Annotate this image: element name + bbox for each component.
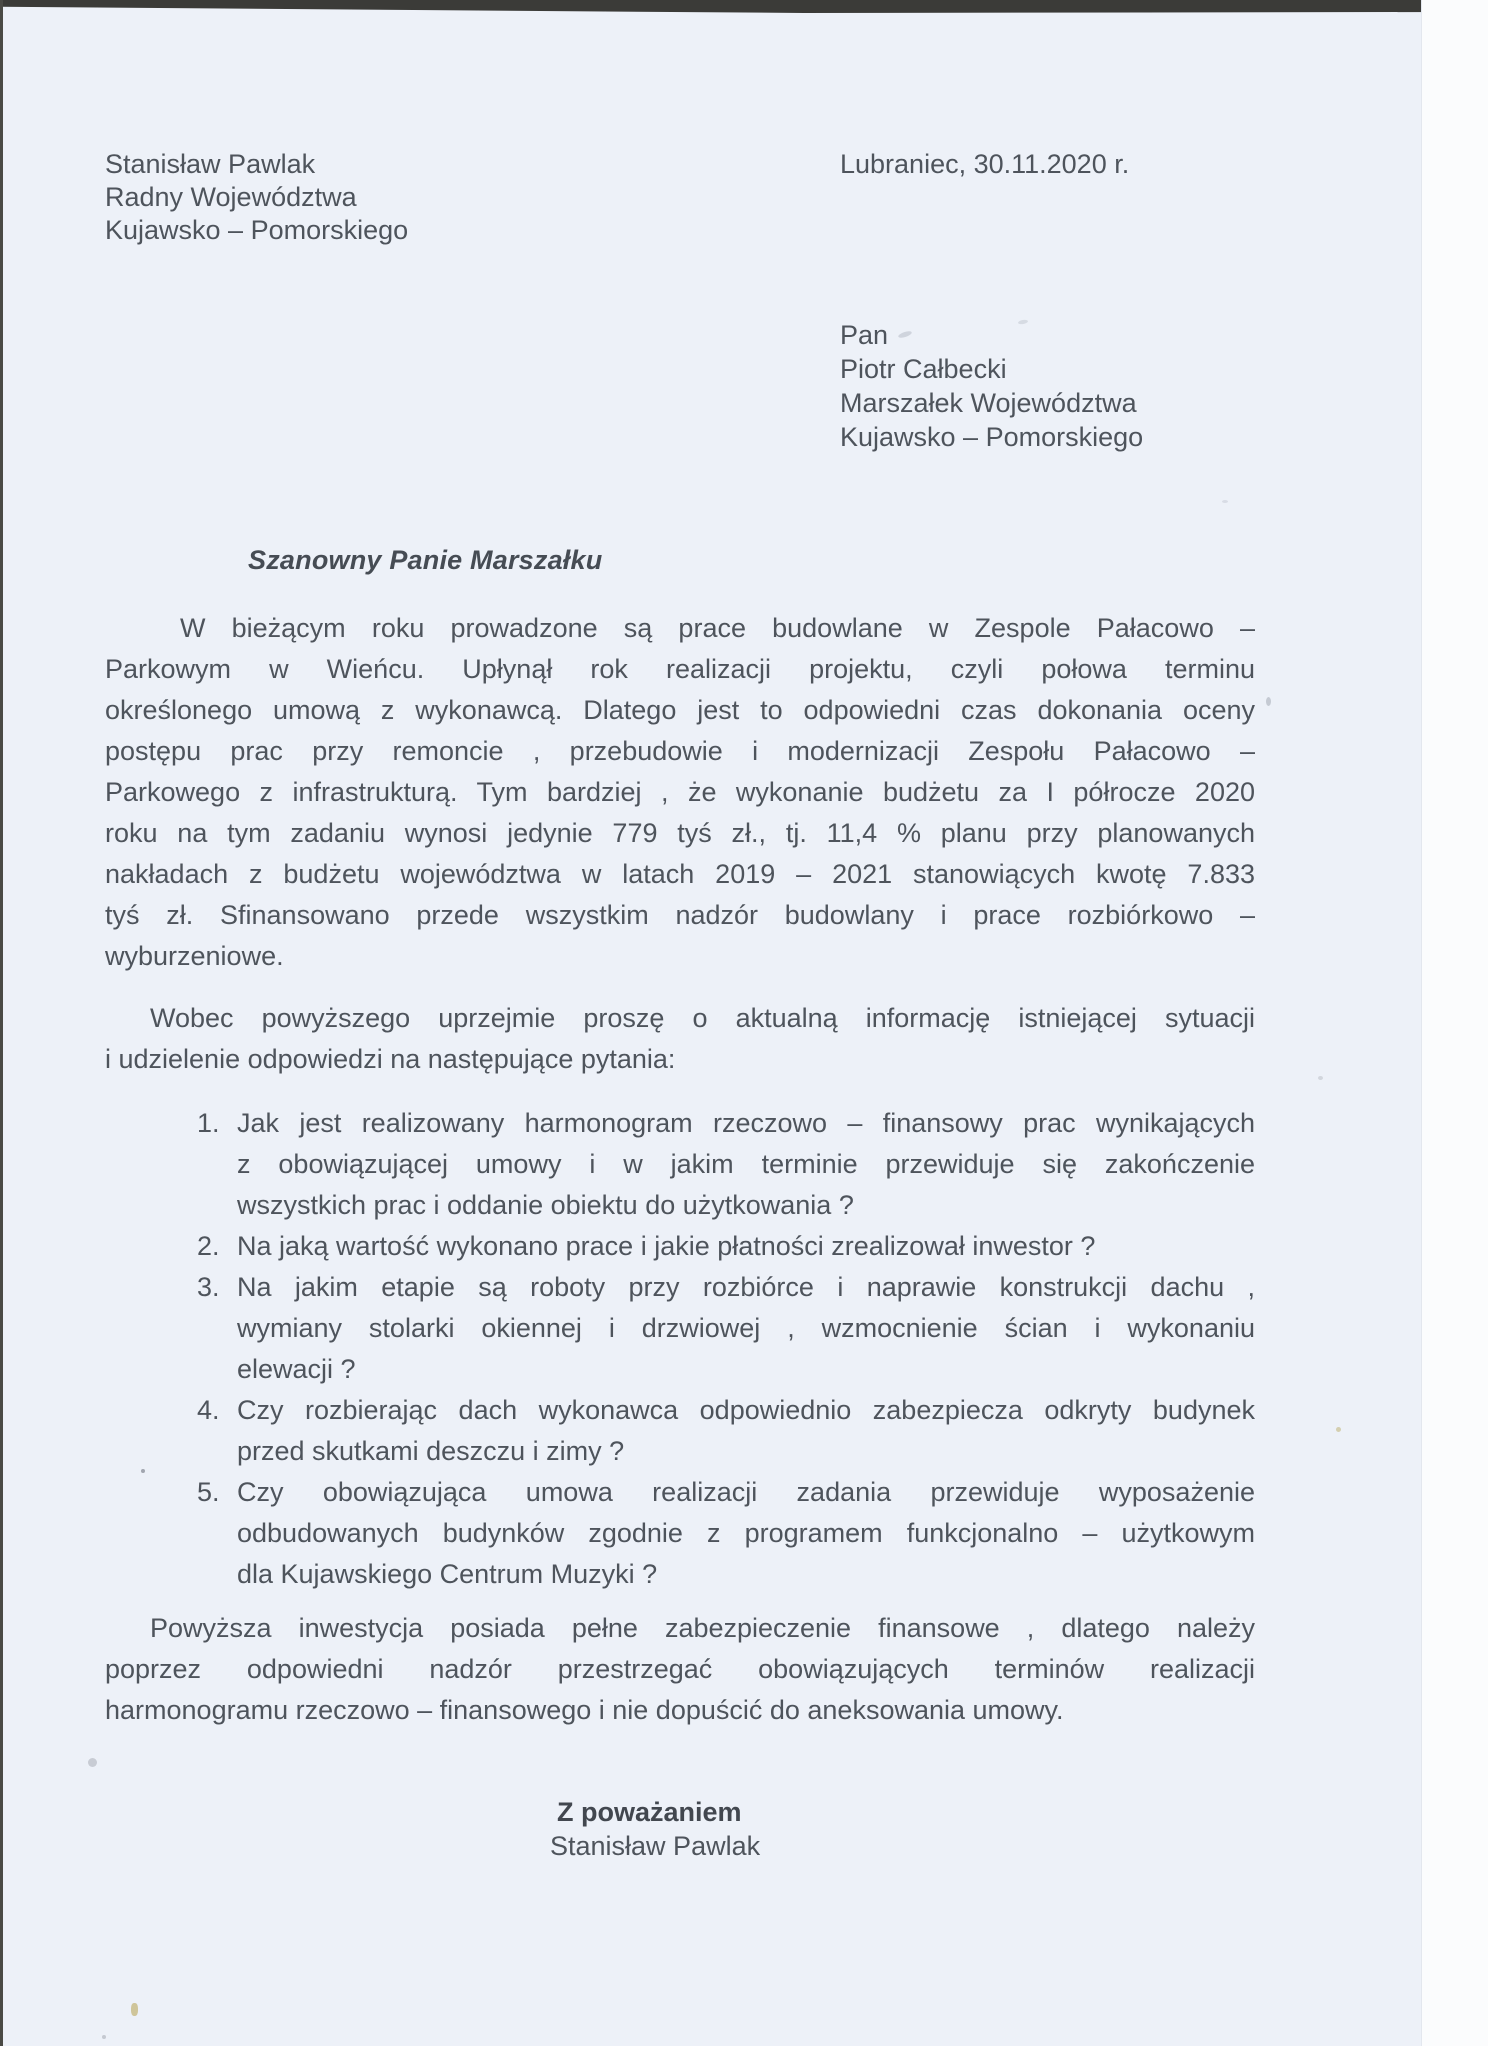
scan-artifact: [1222, 500, 1228, 503]
scan-artifact: [141, 1469, 145, 1473]
scan-artifact: [1318, 1076, 1323, 1080]
recipient-title: Marszałek Województwa: [840, 388, 1137, 418]
text-line: harmonogramu rzeczowo – finansowego i nie dopuścić do aneksowania umowy.: [105, 1695, 1064, 1725]
text-line: wymiany stolarki okiennej i drzwiowej , wzmocnienie ścian i wykonaniu: [237, 1313, 1255, 1343]
text-line: poprzez odpowiedni nadzór przestrzegać obowiązujących terminów realizacji: [105, 1654, 1255, 1684]
text-line: z obowiązującej umowy i w jakim terminie przewiduje się zakończenie: [237, 1149, 1255, 1179]
text-line: odbudowanych budynków zgodnie z programem funkcjonalno – użytkowym: [237, 1518, 1255, 1548]
list-item-number: 3.: [197, 1272, 220, 1302]
text-line: Wobec powyższego uprzejmie proszę o aktualną informację istniejącej sytuacji: [150, 1003, 1255, 1033]
text-line: Powyższa inwestycja posiada pełne zabezpieczenie finansowe , dlatego należy: [150, 1613, 1255, 1643]
signoff-block: [550, 1795, 1255, 1863]
text-line: W bieżącym roku prowadzone są prace budowlane w Zespole Pałacowo –: [180, 613, 1255, 643]
list-item-text: [237, 1472, 1255, 1595]
text-line: Na jaką wartość wykonano prace i jakie płatności zrealizował inwestor ?: [237, 1231, 1096, 1261]
list-item-number: 4.: [197, 1395, 220, 1425]
text-line: Parkowym w Wieńcu. Upłynął rok realizacji projektu, czyli połowa terminu: [105, 654, 1255, 684]
scan-artifact: [88, 1758, 97, 1767]
scan-right-paper-edge: [1421, 0, 1488, 2046]
sender-region: Kujawsko – Pomorskiego: [105, 215, 409, 245]
list-item: [197, 1226, 1255, 1267]
questions-list: [197, 1103, 1255, 1595]
recipient-block: [840, 318, 1255, 454]
list-item: [197, 1267, 1255, 1390]
list-item-text: [237, 1267, 1255, 1390]
scan-artifact: [131, 2003, 138, 2016]
text-line: przed skutkami deszczu i zimy ?: [237, 1436, 625, 1466]
text-line: i udzielenie odpowiedzi na następujące pytania:: [105, 1044, 676, 1074]
list-item-number: 5.: [197, 1477, 220, 1507]
text-line: wszystkich prac i oddanie obiektu do użytkowania ?: [237, 1190, 854, 1220]
scan-left-edge: [0, 0, 3, 2046]
letter-date: Lubraniec, 30.11.2020 r.: [840, 149, 1130, 179]
recipient-honorific: Pan: [840, 320, 889, 350]
paragraph-request: [105, 998, 1255, 1080]
text-line: nakładach z budżetu województwa w latach 2019 – 2021 stanowiących kwotę 7.833: [105, 859, 1255, 889]
scan-artifact: [1266, 697, 1271, 706]
paragraph-intro: [105, 608, 1255, 977]
list-item-text: [237, 1226, 1255, 1267]
list-item: [197, 1390, 1255, 1472]
list-item-text: [237, 1103, 1255, 1226]
recipient-region: Kujawsko – Pomorskiego: [840, 422, 1144, 452]
list-item-number: 2.: [197, 1231, 220, 1261]
paragraph-closing: [105, 1608, 1255, 1731]
list-item-number: 1.: [197, 1108, 220, 1138]
sender-title: Radny Województwa: [105, 182, 357, 212]
signoff-name: Stanisław Pawlak: [550, 1831, 761, 1861]
text-line: Czy obowiązująca umowa realizacji zadania przewiduje wyposażenie: [237, 1477, 1255, 1507]
text-line: wyburzeniowe.: [105, 941, 284, 971]
text-line: Na jakim etapie są roboty przy rozbiórce i naprawie konstrukcji dachu ,: [237, 1272, 1255, 1302]
text-line: postępu prac przy remoncie , przebudowie i modernizacji Zespołu Pałacowo –: [105, 736, 1255, 766]
text-line: Jak jest realizowany harmonogram rzeczowo – finansowy prac wynikających: [237, 1108, 1255, 1138]
text-line: Czy rozbierając dach wykonawca odpowiednio zabezpiecza odkryty budynek: [237, 1395, 1255, 1425]
salutation: Szanowny Panie Marszałku: [248, 545, 603, 575]
signoff-phrase: Z poważaniem: [557, 1797, 742, 1827]
text-line: elewacji ?: [237, 1354, 356, 1384]
sender-name: Stanisław Pawlak: [105, 149, 316, 179]
text-line: określonego umową z wykonawcą. Dlatego jest to odpowiedni czas dokonania oceny: [105, 695, 1255, 725]
scan-artifact: [1336, 1427, 1341, 1432]
scan-artifact: [102, 2035, 106, 2039]
recipient-name: Piotr Całbecki: [840, 354, 1007, 384]
text-line: roku na tym zadaniu wynosi jedynie 779 tyś zł., tj. 11,4 % planu przy planowanych: [105, 818, 1255, 848]
text-line: Parkowego z infrastrukturą. Tym bardziej , że wykonanie budżetu za I półrocze 2020: [105, 777, 1255, 807]
list-item: [197, 1103, 1255, 1226]
list-item: [197, 1472, 1255, 1595]
list-item-text: [237, 1390, 1255, 1472]
text-line: tyś zł. Sfinansowano przede wszystkim nadzór budowlany i prace rozbiórkowo –: [105, 900, 1255, 930]
letter-content: [105, 0, 1255, 1863]
text-line: dla Kujawskiego Centrum Muzyki ?: [237, 1559, 658, 1589]
